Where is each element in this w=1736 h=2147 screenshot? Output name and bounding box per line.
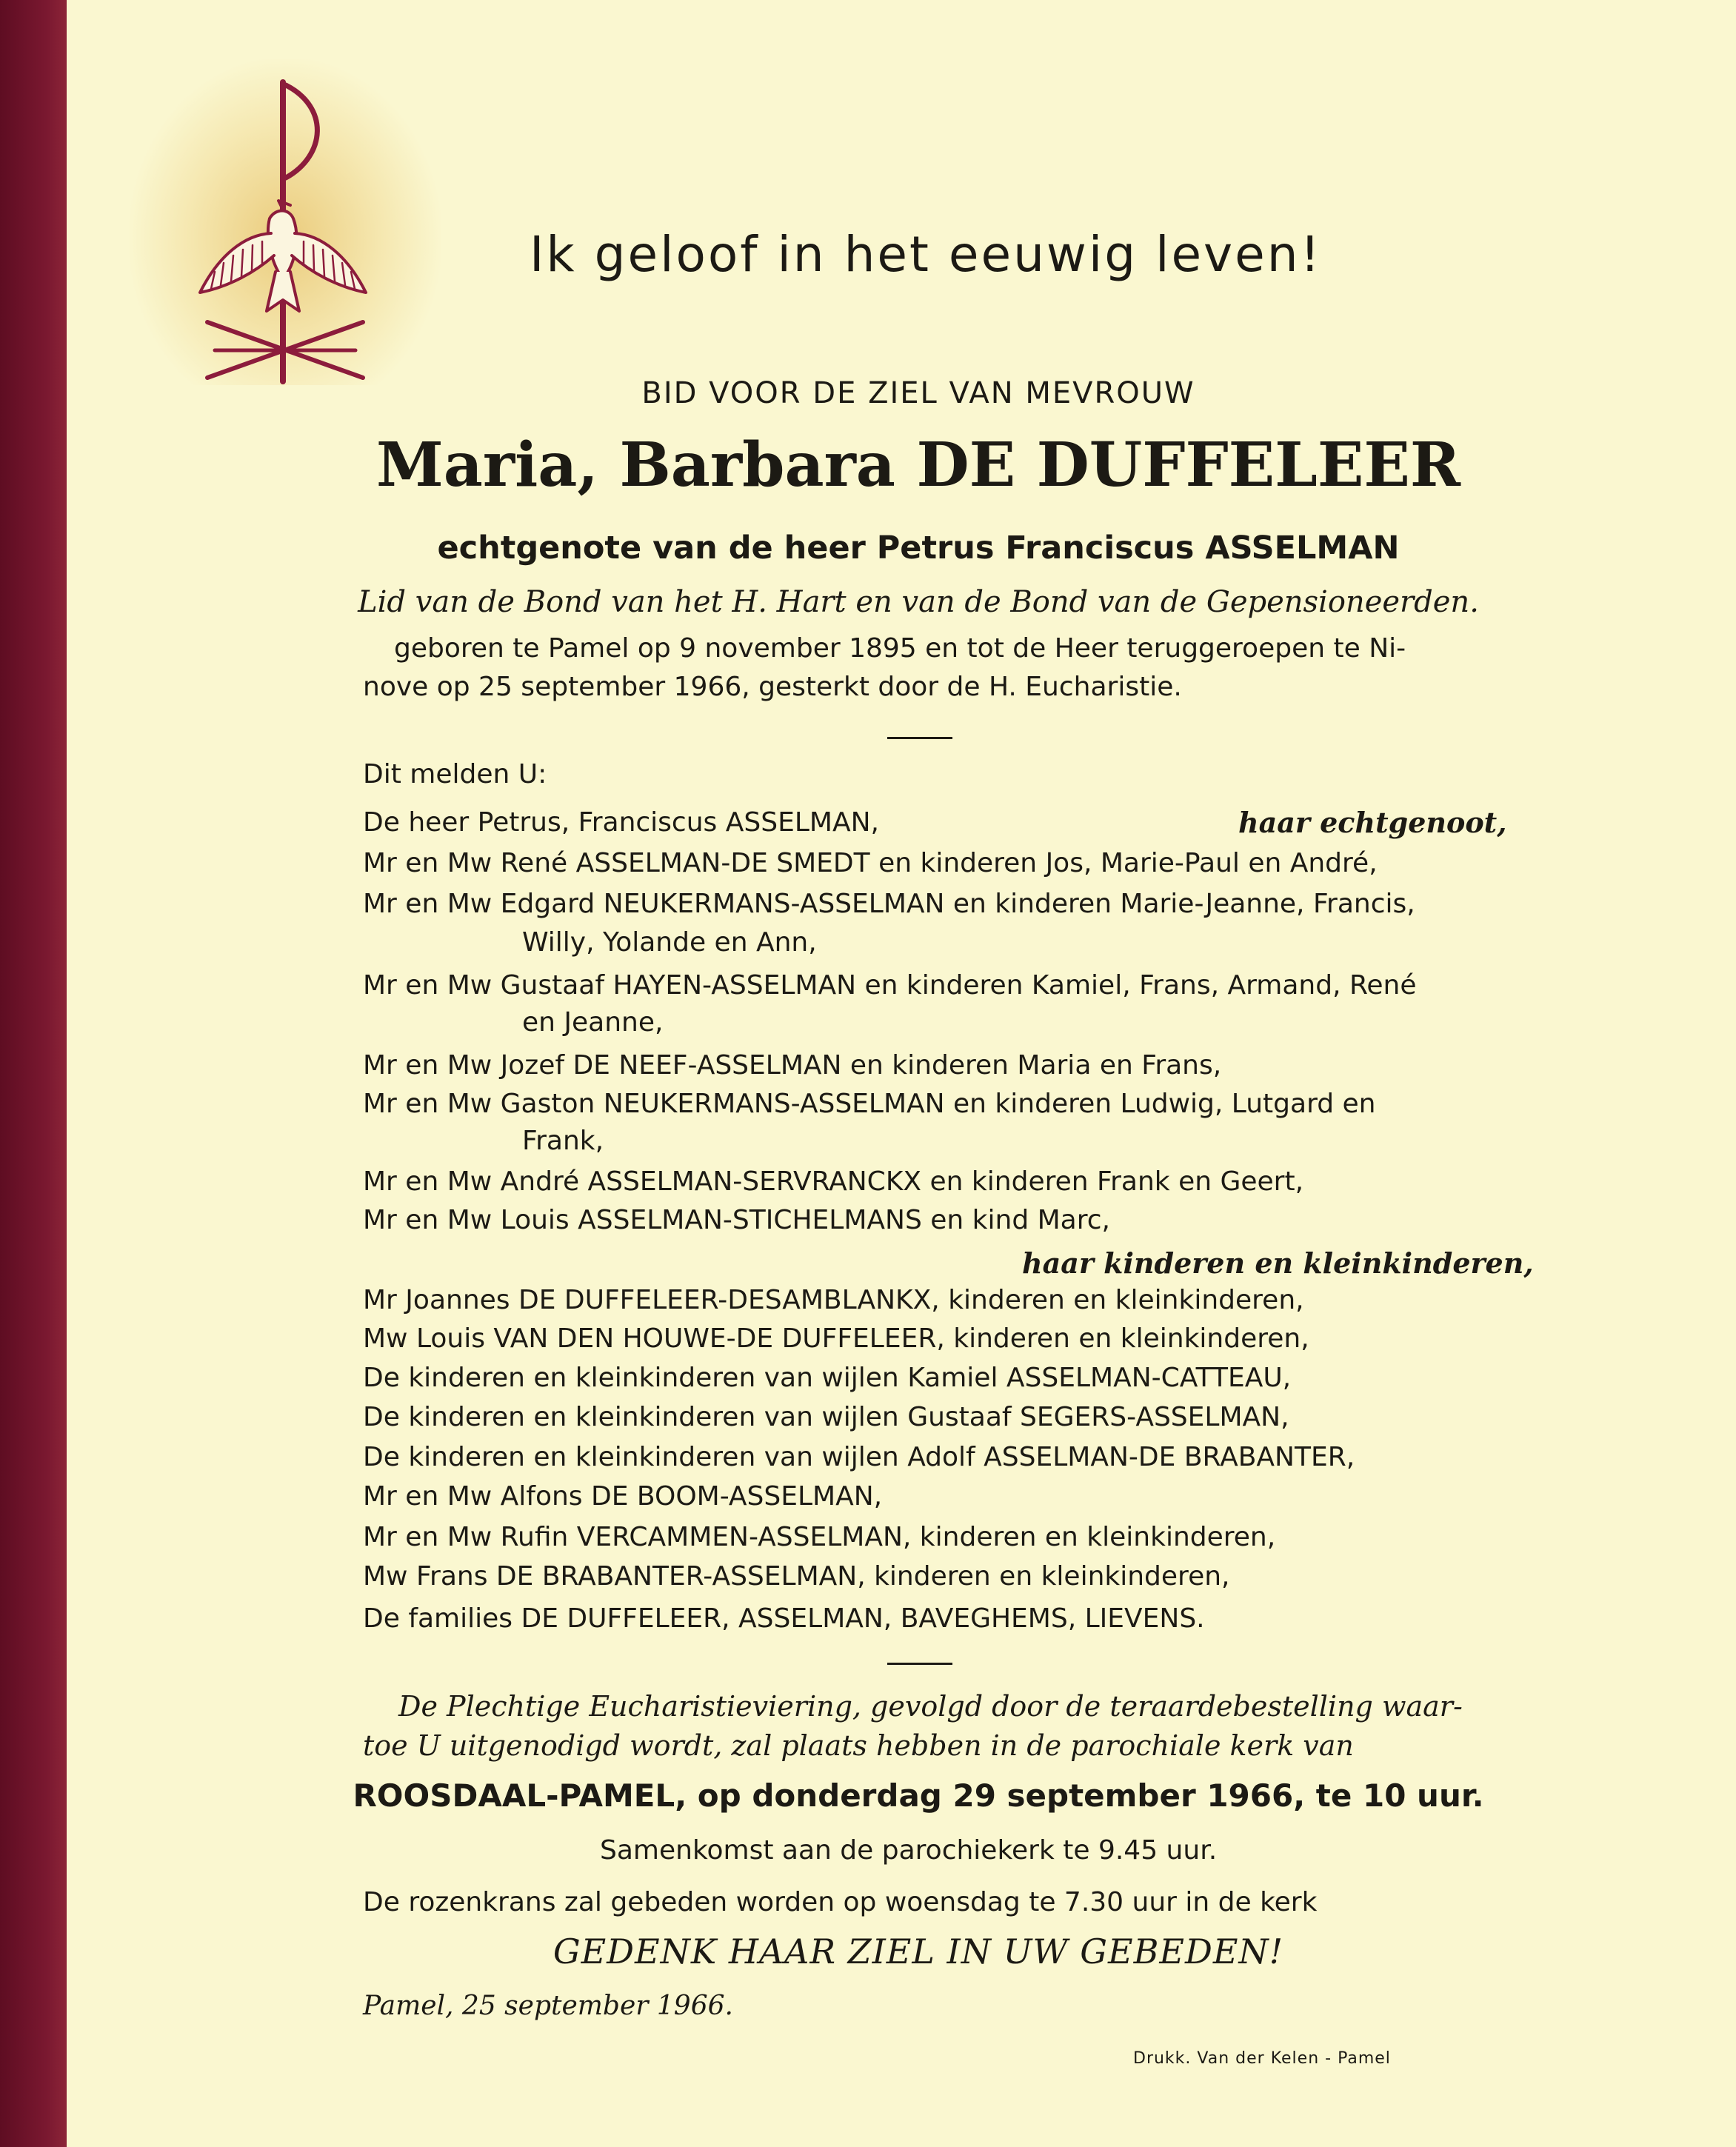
husband-line: De heer Petrus, Franciscus ASSELMAN, [363, 807, 879, 838]
announce-line: Dit melden U: [363, 759, 547, 789]
remember-line: GEDENK HAAR ZIEL IN UW GEBEDEN! [552, 1931, 1284, 1971]
list-item: Mr Joannes DE DUFFELEER-DESAMBLANKX, kinderen en kleinkinderen, [363, 1285, 1304, 1315]
list-item: Mr en Mw Gustaaf HAYEN-ASSELMAN en kinderen Kamiel, Frans, Armand, René [363, 970, 1417, 1001]
list-item: Willy, Yolande en Ann, [522, 927, 817, 958]
birth-death-line-2: nove op 25 september 1966, gesterkt door de H. Eucharistie. [363, 672, 1182, 702]
membership-line: Lid van de Bond van het H. Hart en van de Bond van de Gepensioneerden. [358, 585, 1479, 619]
intro-line: BID VOOR DE ZIEL VAN MEVROUW [641, 376, 1195, 410]
list-item: Mr en Mw Gaston NEUKERMANS-ASSELMAN en kinderen Ludwig, Lutgard en [363, 1089, 1376, 1119]
list-item: Mr en Mw André ASSELMAN-SERVRANCKX en kinderen Frank en Geert, [363, 1166, 1304, 1197]
list-item: Mr en Mw Rufin VERCAMMEN-ASSELMAN, kinderen en kleinkinderen, [363, 1522, 1276, 1552]
divider-2 [887, 1663, 952, 1665]
divider-1 [887, 737, 952, 739]
list-item: De families DE DUFFELEER, ASSELMAN, BAVEGHEMS, LIEVENS. [363, 1603, 1205, 1634]
husband-relation: haar echtgenoot, [1238, 806, 1507, 839]
list-item: en Jeanne, [522, 1007, 664, 1038]
gathering-line: Samenkomst aan de parochiekerk te 9.45 uur. [600, 1835, 1218, 1866]
location-date: ROOSDAAL-PAMEL, op donderdag 29 september 1966, te 10 uur. [353, 1777, 1484, 1814]
ceremony-line-1: De Plechtige Eucharistieviering, gevolgd door de teraardebestelling waar- [398, 1690, 1463, 1723]
printer-credit: Drukk. Van der Kelen - Pamel [1133, 2049, 1391, 2068]
motto: Ik geloof in het eeuwig leven! [529, 226, 1323, 283]
maroon-border-strip [0, 0, 67, 2147]
list-item: Mr en Mw Louis ASSELMAN-STICHELMANS en kind Marc, [363, 1205, 1110, 1235]
list-item: Mr en Mw Jozef DE NEEF-ASSELMAN en kinderen Maria en Frans, [363, 1050, 1222, 1081]
list-item: De kinderen en kleinkinderen van wijlen Kamiel ASSELMAN-CATTEAU, [363, 1363, 1292, 1393]
list-item: Mr en Mw René ASSELMAN-DE SMEDT en kinderen Jos, Marie-Paul en André, [363, 848, 1378, 878]
list-item: De kinderen en kleinkinderen van wijlen Gustaaf SEGERS-ASSELMAN, [363, 1402, 1289, 1432]
place-date: Pamel, 25 september 1966. [363, 1991, 733, 2021]
list-item: Mw Frans DE BRABANTER-ASSELMAN, kinderen en kleinkinderen, [363, 1561, 1230, 1592]
deceased-name: Maria, Barbara DE DUFFELEER [376, 430, 1460, 501]
dove-chi-rho-icon [178, 78, 393, 389]
rosary-line: De rozenkrans zal gebeden worden op woensdag te 7.30 uur in de kerk [363, 1887, 1318, 1917]
birth-death-line-1: geboren te Pamel op 9 november 1895 en tot de Heer teruggeroepen te Ni- [394, 633, 1406, 664]
list-item: Mr en Mw Alfons DE BOOM-ASSELMAN, [363, 1481, 883, 1512]
list-item: Mw Louis VAN DEN HOUWE-DE DUFFELEER, kinderen en kleinkinderen, [363, 1323, 1309, 1354]
list-item: Mr en Mw Edgard NEUKERMANS-ASSELMAN en kinderen Marie-Jeanne, Francis, [363, 889, 1415, 919]
children-relation: haar kinderen en kleinkinderen, [1022, 1246, 1534, 1280]
ceremony-line-2: toe U uitgenodigd wordt, zal plaats hebben in de parochiale kerk van [363, 1729, 1354, 1762]
spouse-line: echtgenote van de heer Petrus Franciscus ASSELMAN [437, 530, 1400, 567]
list-item: Frank, [522, 1126, 604, 1156]
list-item: De kinderen en kleinkinderen van wijlen Adolf ASSELMAN-DE BRABANTER, [363, 1442, 1355, 1472]
